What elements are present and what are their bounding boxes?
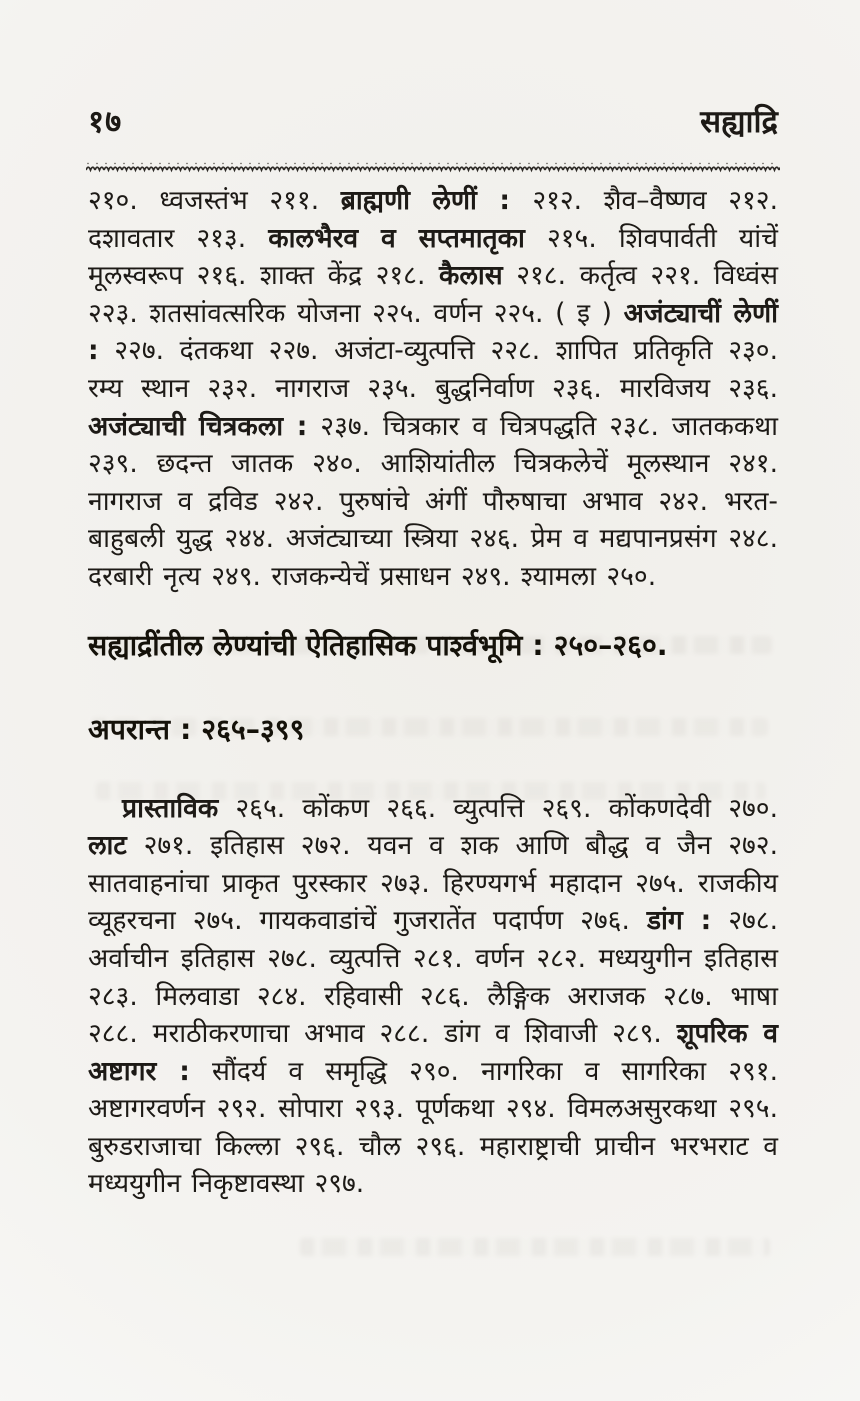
table-of-contents-body bbox=[88, 182, 778, 1203]
wavy-divider-rule bbox=[86, 158, 780, 170]
text-run: २३७. चित्रकार व चित्रपद्धति २३८. जातककथा २३९. छदन्त जातक २४०. आशियांतील चित्रकलेचें मूलस्थान २४१. नागराज व द्रविड २४२. पुरुषांचे अंगीं पौरुषाचा अभाव २४२. भरत-बाहुबली युद्ध २४४. अजंट्याच्या स्त्रिया २४६. प्रेम व मद्यपानप्रसंग २४८. दरबारी नृत्य २४९. राजकन्येचें प्रसाधन २४९. श्यामला २५०. bbox=[88, 410, 779, 592]
text-run-bold: अजंट्याचीं लेणीं : bbox=[88, 297, 778, 367]
page-header bbox=[88, 100, 778, 142]
text-run: २२७. दंतकथा २२७. अजंटा-व्युत्पत्ति २२८. शापित प्रतिकृति २३०. रम्य स्थान २३२. नागराज २३५. बुद्धनिर्वाण २३६. मारविजय २३६. bbox=[88, 335, 778, 404]
running-title: सह्याद्रि bbox=[700, 104, 778, 140]
text-run-bold: अपरान्त : २६५–३९९ bbox=[88, 712, 305, 746]
section-heading-aparanta bbox=[88, 710, 778, 750]
toc-paragraph-aparanta bbox=[88, 790, 778, 1204]
text-run-bold: कालभैरव व सप्तमातृका bbox=[268, 222, 525, 254]
text-run-bold: अजंट्याची चित्रकला : bbox=[88, 410, 308, 442]
text-run-bold: लाट bbox=[88, 830, 127, 862]
text-run: २१५. शिवपार्वती यांचें मूलस्वरूप २१६. शाक्त केंद्र २१८. bbox=[88, 222, 778, 292]
text-run: २७८. अर्वाचीन इतिहास २७८. व्युत्पत्ति २८१. वर्णन २८२. मध्ययुगीन इतिहास २८३. मिलवाडा २८४. रहिवासी २८६. लैङ्गिक अराजक २८७. भाषा २८८. मराठीकरणाचा अभाव २८८. डांग व शिवाजी २८९. bbox=[88, 905, 778, 1050]
text-run: २१८. कर्तृत्व २२१. विध्वंस २२३. शतसांवत्सरिक योजना २२५. वर्णन २२५. ( इ ) bbox=[88, 260, 778, 329]
bleed-through-artifact bbox=[300, 1238, 770, 1256]
section-heading-lenyanchi-parshvabhumi bbox=[88, 626, 778, 666]
text-run-bold: प्रास्ताविक bbox=[122, 792, 219, 824]
text-run-bold: कैलास bbox=[438, 260, 503, 292]
text-run: २१२. शैव–वैष्णव २१२. दशावतार २१३. bbox=[88, 185, 779, 254]
text-run: सौंदर्य व समृद्धि २९०. नागरिका व सागरिका २९१. अष्टागरवर्णन २९२. सोपारा २९३. पूर्णकथा २९४. विमलअसुरकथा २९५. बुरुडराजाचा किल्ला २९६. चौल २९६. महाराष्ट्राची प्राचीन भरभराट व मध्ययुगीन निकृष्टावस्था २९७. bbox=[88, 1055, 778, 1200]
toc-paragraph-leni bbox=[88, 182, 778, 596]
text-run-bold: शूपरिक व अष्टागर : bbox=[88, 1018, 778, 1087]
text-run-bold: सह्याद्रींतील लेण्यांची ऐतिहासिक पार्श्वभूमि : २५०–२६०. bbox=[88, 628, 668, 662]
text-run-bold: डांग : bbox=[646, 905, 712, 937]
page-number: १७ bbox=[88, 104, 123, 140]
text-run: २१०. ध्वजस्तंभ २११. bbox=[88, 185, 341, 216]
text-run: २७१. इतिहास २७२. यवन व शक आणि बौद्ध व जैन २७२. सातवाहनांचा प्राकृत पुरस्कार २७३. हिरण्यगर्भ महादान २७५. राजकीय व्यूहरचना २७५. गायकवाडांचें गुजरातेंत पदार्पण २७६. bbox=[88, 830, 778, 937]
text-run: २६५. कोंकण २६६. व्युत्पत्ति २६९. कोंकणदेवी २७०. bbox=[218, 792, 778, 824]
text-run-bold: ब्राह्मणी लेणीं : bbox=[340, 185, 533, 216]
